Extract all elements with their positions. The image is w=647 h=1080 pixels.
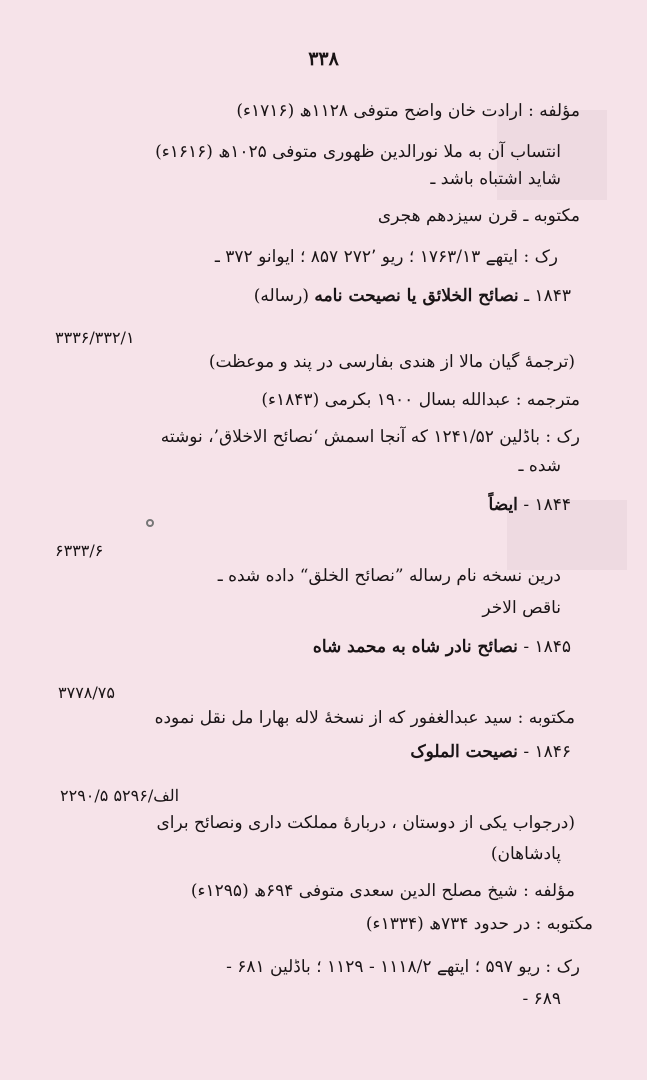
note-line: درین نسخه نام رساله ”نصائح الخلق“ داده شده ـ — [217, 566, 561, 586]
entry-number: ۱۸۴۴ - — [523, 495, 571, 515]
attribution-note: شاید اشتباه باشد ـ — [430, 169, 561, 189]
entry-heading-1845 — [313, 636, 571, 658]
entry-title: نصائح نادر شاه به محمد شاه — [312, 637, 518, 657]
note-line: ناقص الاخر — [482, 598, 561, 618]
copied-line: مکتوبه ـ قرن سیزدهم هجری — [377, 206, 580, 226]
reference-line: رک : باڈلین ۱۲۴۱/۵۲ که آنجا اسمش ‘نصائح الاخلاق’، نوشته — [160, 427, 580, 447]
entry-number: ۱۸۴۵ - — [523, 637, 571, 657]
entry-number: ۱۸۴۶ - — [523, 742, 571, 762]
translation-note: (ترجمهٔ گیان مالا از هندی بفارسی در پند و موعظت) — [208, 352, 575, 372]
entry-title: ایضاً — [488, 495, 518, 515]
entry-heading-1844 — [489, 494, 571, 516]
reference-line: رک : ریو ۵۹۷ ؛ ایتهے ۱۱۱۸/۲ - ۱۱۲۹ ؛ باڈلین ۶۸۱ - — [226, 957, 580, 977]
entry-suffix: (رساله) — [253, 286, 309, 306]
copied-line: مکتوبه : سید عبدالغفور که از نسخهٔ لاله بهارا مل نقل نموده — [154, 708, 575, 728]
reference-continuation: شده ـ — [518, 456, 561, 476]
ink-spot — [146, 519, 154, 527]
translator-line: مترجمه : عبدالله بسال ۱۹۰۰ بکرمی (۱۸۴۳ء) — [261, 390, 580, 410]
reference-continuation: ۶۸۹ - — [522, 989, 561, 1009]
entry-heading-1846 — [410, 741, 571, 763]
copied-line: مکتوبه : در حدود ۷۳۴ھ (۱۳۳۴ء) — [365, 914, 593, 934]
catalog-reference: ۲۲۹۰/۵ الف/۵۲۹۶ — [60, 786, 180, 805]
catalog-reference: ۳۷۷۸/۷۵ — [58, 683, 115, 702]
entry-title: نصیحت الملوک — [410, 742, 518, 762]
author-line: مؤلفه : شیخ مصلح الدین سعدی متوفی ۶۹۴ھ (۱۲۹۵ء) — [190, 881, 575, 901]
author-line: مؤلفه : ارادت خان واضح متوفی ۱۱۲۸ھ (۱۷۱۶ء) — [236, 101, 580, 121]
entry-title: نصائح الخلائق یا نصیحت نامه — [314, 286, 519, 306]
page-number: ۳۳۸ — [308, 48, 339, 70]
entry-heading-1843 — [254, 285, 571, 307]
attribution-line: انتساب آن به ملا نورالدین ظهوری متوفی ۱۰۲۵ھ (۱۶۱۶ء) — [155, 142, 561, 162]
entry-number: ۱۸۴۳ ـ — [524, 286, 571, 306]
catalog-reference: ۳۳۳۶/۳۳۲/۱ — [55, 328, 135, 347]
description-line: (درجواب یکی از دوستان ، دربارهٔ مملکت داری ونصائح برای — [156, 813, 575, 833]
description-continuation: پادشاهان) — [490, 844, 561, 864]
reference-line: رک : ایتهے ۱۷۶۳/۱۳ ؛ ریو ۲۷۲٬ ۸۵۷ ؛ ایوانو ۳۷۲ ـ — [214, 247, 558, 267]
catalog-reference: ۶۳۳۳/۶ — [55, 541, 104, 560]
